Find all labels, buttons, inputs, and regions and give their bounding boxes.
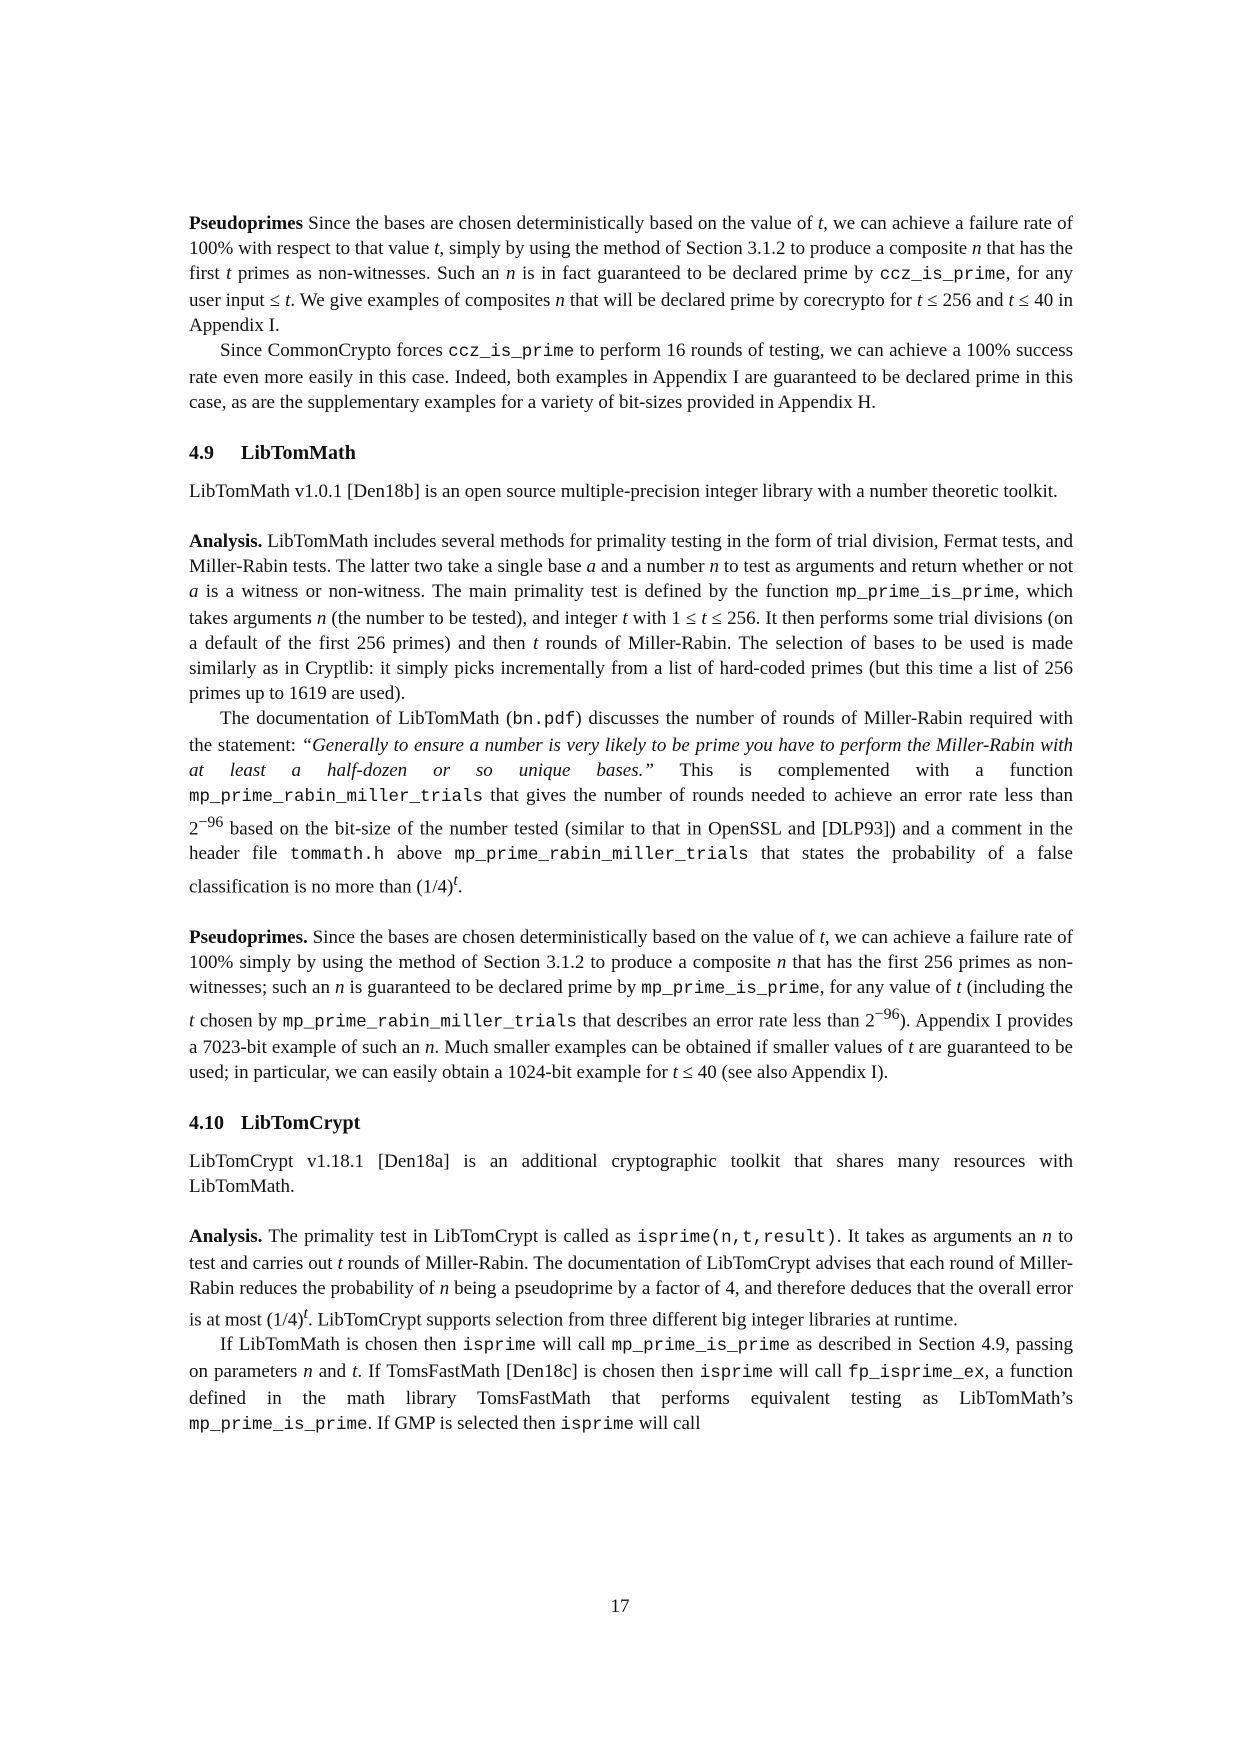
code-identifier: mp_prime_is_prime (189, 1415, 368, 1436)
code-identifier: mp_prime_is_prime (641, 978, 820, 999)
section-number: 4.9 (189, 442, 214, 464)
code-identifier: isprime (462, 1336, 537, 1357)
paragraph-commoncrypto: Since CommonCrypto forces ccz_is_prime to perform 16 rounds of testing, we can achieve a 100% success rate even more easily in this case. Indeed, both examples in Appendix I are guaranteed to be declared prime in this case, as are the supplementary examples for a variety of bit-sizes provided in Appendix H. (189, 340, 1073, 413)
page-body (189, 211, 1073, 1438)
paragraph-pseudoprimes-intro: Pseudoprimes Since the bases are chosen deterministically based on the value of t, we can achieve a failure rate of 100% with respect to that value t, simply by using the method of Section 3.1.2 to produce a composite n that has the first t primes as non-witnesses. Such an n is in fact guaranteed to be declared prime by ccz_is_prime, for any user input ≤ t. We give examples of composites n that will be declared prime by corecrypto for t ≤ 256 and t ≤ 40 in Appendix I. (189, 213, 1073, 336)
exponent: t (303, 1304, 308, 1322)
code-identifier: isprime (699, 1363, 774, 1384)
paragraph-libtommath-documentation: The documentation of LibTomMath (bn.pdf) discusses the number of rounds of Miller-Rabin required with the statement: “Generally to ensure a number is very likely to be prime you have to perform the Miller-Rabin with at least a half-dozen or so unique bases.” This is complemented with a function mp_prime_rabin_miller_trials that gives the number of rounds needed to achieve an error rate less than $2^{-96}$ based on the bit-size of the number tested (similar to that in OpenSSL and [DLP93]) and a comment in the header file tommath.h above mp_prime_rabin_miller_trials that states the probability of a false classification is no more than $(1/4)^t$. (189, 708, 1074, 898)
code-identifier: isprime (560, 1415, 634, 1436)
code-identifier: mp_prime_is_prime (836, 583, 1015, 603)
section-heading-4-10 (189, 1111, 1073, 1136)
code-identifier: ccz_is_prime (879, 265, 1006, 285)
section-heading-4-9 (189, 441, 1073, 466)
section-number: 4.10 (189, 1111, 224, 1134)
paragraph-heading: Analysis. (189, 531, 263, 552)
paragraph-libtomcrypt-intro: LibTomCrypt v1.18.1 [Den18a] is an additional cryptographic toolkit that shares many resources with LibTomMath. (189, 1150, 1073, 1197)
code-identifier: ccz_is_prime (448, 342, 575, 362)
code-identifier: mp_prime_rabin_miller_trials (454, 845, 749, 866)
code-identifier: mp_prime_rabin_miller_trials (189, 787, 484, 807)
exponent: t (453, 872, 458, 890)
exponent: −96 (198, 814, 224, 831)
paragraph-heading: Pseudoprimes. (189, 926, 308, 948)
code-identifier: mp_prime_rabin_miller_trials (282, 1011, 577, 1032)
paragraph-heading: Analysis. (189, 1225, 263, 1247)
paragraph-libtommath-pseudoprimes: Pseudoprimes. Since the bases are chosen deterministically based on the value of t, we can achieve a failure rate of 100% simply by using the method of Section 3.1.2 to produce a composite n that has the first 256 primes as non-witnesses; such an n is guaranteed to be declared prime by mp_prime_is_prime, for any value of t (including the t chosen by mp_prime_rabin_miller_trials that describes an error rate less than $2^{-96}$). Appendix I provides a 7023-bit example of such an n. Much smaller examples can be obtained if smaller values of t are guaranteed to be used; in particular, we can easily obtain a 1024-bit example for t ≤ 40 (see also Appendix I). (189, 926, 1073, 1083)
page-number: 17 (610, 1596, 630, 1617)
code-identifier: tommath.h (289, 845, 385, 866)
code-identifier: isprime(n,t,result) (637, 1227, 837, 1248)
paragraph-libtommath-intro: LibTomMath v1.0.1 [Den18b] is an open source multiple-precision integer library with a number theoretic toolkit. (189, 481, 1058, 502)
section-title: LibTomCrypt (241, 1111, 361, 1134)
paragraph-heading: Pseudoprimes (189, 213, 303, 234)
paragraph-libtommath-analysis: Analysis. LibTomMath includes several methods for primality testing in the form of trial division, Fermat tests, and Miller-Rabin tests. The latter two take a single base a and a number n to test as arguments and return whether or not a is a witness or non-witness. The main primality test is defined by the function mp_prime_is_prime, which takes arguments n (the number to be tested), and integer t with 1 ≤ t ≤ 256. It then performs some trial divisions (on a default of the first 256 primes) and then t rounds of Miller-Rabin. The selection of bases to be used is made similarly as in Cryptlib: it simply picks incrementally from a list of hard-coded primes (but this time a list of 256 primes up to 1619 are used). (189, 531, 1073, 704)
section-title: LibTomMath (241, 442, 356, 464)
code-identifier: fp_isprime_ex (848, 1363, 985, 1384)
code-identifier: mp_prime_is_prime (611, 1336, 791, 1357)
paragraph-libtomcrypt-analysis: Analysis. The primality test in LibTomCrypt is called as isprime(n,t,result). It takes as arguments an n to test and carries out t rounds of Miller-Rabin. The documentation of LibTomCrypt advises that each round of Miller-Rabin reduces the probability of n being a pseudoprime by a factor of 4, and therefore deduces that the overall error is at most $(1/4)^t$. LibTomCrypt supports selection from three different big integer libraries at runtime. (189, 1225, 1073, 1331)
code-identifier: bn.pdf (512, 710, 576, 730)
paragraph-libtomcrypt-backends: If LibTomMath is chosen then isprime will call mp_prime_is_prime as described in Section 4.9, passing on parameters n and t. If TomsFastMath [Den18c] is chosen then isprime will call fp_isprime_ex, a function defined in the math library TomsFastMath that performs equivalent testing as LibTomMath’s mp_prime_is_prime. If GMP is selected then isprime will call (189, 1334, 1074, 1436)
exponent: −96 (874, 1005, 900, 1023)
quotation: “Generally to ensure a number is very likely to be prime you have to perform the Miller-Rabin with at least a half-dozen or so unique bases.” (189, 735, 1074, 781)
